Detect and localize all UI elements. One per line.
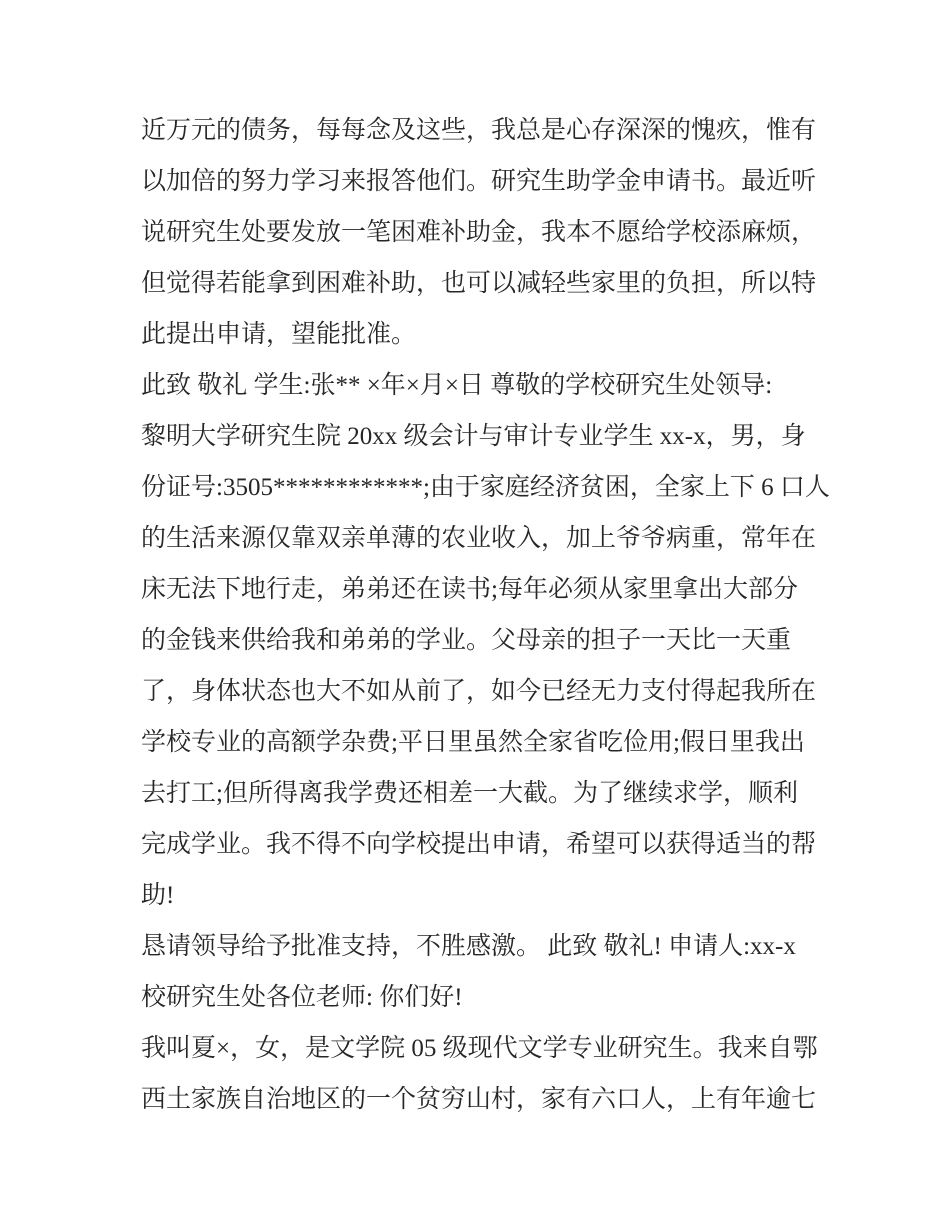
- text-line: 份证号:3505************;由于家庭经济贫困，全家上下 6 口人: [141, 474, 830, 501]
- text-line: 此提出申请，望能批准。: [141, 321, 417, 348]
- text-line: 此致 敬礼 学生:张** ×年×月×日 尊敬的学校研究生处领导:: [141, 372, 773, 399]
- text-line: 恳请领导给予批准支持，不胜感激。 此致 敬礼! 申请人:xx-x: [141, 933, 796, 960]
- text-line: 床无法下地行走，弟弟还在读书;每年必须从家里拿出大部分: [141, 576, 798, 603]
- text-line: 西土家族自治地区的一个贫穷山村，家有六口人，上有年逾七: [141, 1086, 817, 1113]
- text-line: 的金钱来供给我和弟弟的学业。父母亲的担子一天比一天重: [141, 627, 792, 654]
- text-line: 校研究生处各位老师: 你们好!: [141, 984, 463, 1011]
- text-line: 的生活来源仅靠双亲单薄的农业收入，加上爷爷病重，常年在: [141, 525, 817, 552]
- text-line: 完成学业。我不得不向学校提出申请，希望可以获得适当的帮: [141, 831, 817, 858]
- text-line: 黎明大学研究生院 20xx 级会计与审计专业学生 xx-x，男，身: [141, 423, 806, 450]
- text-line: 了，身体状态也大不如从前了，如今已经无力支付得起我所在: [141, 678, 817, 705]
- text-line: 以加倍的努力学习来报答他们。研究生助学金申请书。最近听: [141, 168, 817, 195]
- text-line: 助!: [141, 882, 175, 909]
- text-line: 但觉得若能拿到困难补助，也可以减轻些家里的负担，所以特: [141, 270, 817, 297]
- text-line: 近万元的债务，每每念及这些，我总是心存深深的愧疚，惟有: [141, 117, 817, 144]
- document-body-text: [141, 105, 841, 1125]
- text-line: 我叫夏×，女，是文学院 05 级现代文学专业研究生。我来自鄂: [141, 1035, 818, 1062]
- text-line: 说研究生处要发放一笔困难补助金，我本不愿给学校添麻烦，: [141, 219, 817, 246]
- text-line: 学校专业的高额学杂费;平日里虽然全家省吃俭用;假日里我出: [141, 729, 805, 756]
- text-line: 去打工;但所得离我学费还相差一大截。为了继续求学，顺利: [141, 780, 798, 807]
